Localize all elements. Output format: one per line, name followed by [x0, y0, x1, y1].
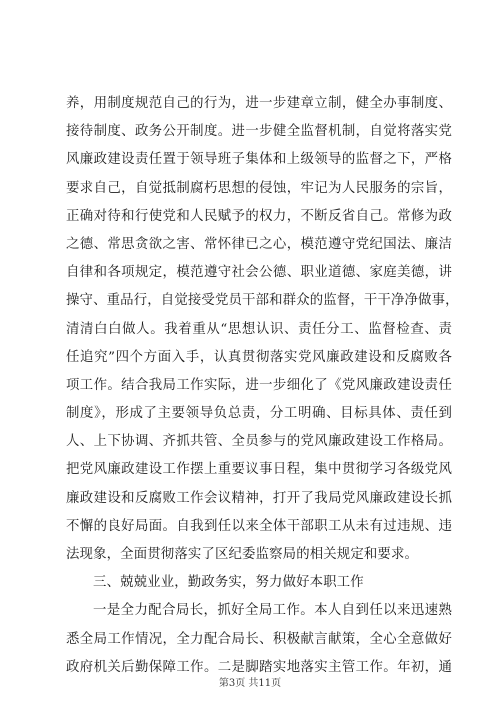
text-line: 项工作。结合我局工作实际，进一步细化了《党风廉政建设责任 — [66, 377, 452, 393]
section-heading: 三、兢兢业业，勤政务实，努力做好本职工作 — [93, 575, 364, 591]
text-line: 清清白白做人。我着重从“思想认识、责任分工、监督检查、责 — [66, 321, 452, 337]
text-line: 要求自己，自觉抵制腐朽思想的侵蚀，牢记为人民服务的宗旨， — [66, 180, 452, 196]
text-line: 政府机关后勤保障工作。二是脚踏实地落实主管工作。年初，通 — [66, 659, 452, 675]
text-line: 之德、常思贪欲之害、常怀律已之心，模范遵守党纪国法、廉洁 — [66, 236, 452, 252]
text-line: 法现象，全面贯彻落实了区纪委监察局的相关规定和要求。 — [66, 547, 419, 562]
text-line: 养，用制度规范自己的行为，进一步建章立制，健全办事制度、 — [66, 96, 452, 111]
text-line: 不懈的良好局面。自我到任以来全体干部职工从未有过违规、违 — [66, 518, 452, 534]
document-body — [66, 90, 459, 682]
text-line: 悉全局工作情况，全力配合局长、积极献言献策，全心全意做好 — [66, 631, 452, 647]
text-line: 风廉政建设责任置于领导班子集体和上级领导的监督之下，严格 — [66, 152, 452, 168]
text-line: 正确对待和行使党和人民赋予的权力，不断反省自己。常修为政 — [66, 208, 452, 224]
text-line: 把党风廉政建设工作摆上重要议事日程，集中贯彻学习各级党风 — [66, 462, 452, 478]
text-line: 一是全力配合局长，抓好全局工作。本人自到任以来迅速熟 — [93, 603, 452, 619]
text-line: 自律和各项规定，模范遵守社会公德、职业道德、家庭美德，讲 — [66, 265, 452, 281]
text-line: 任追究”四个方面入手，认真贯彻落实党风廉政建设和反腐败各 — [66, 349, 452, 365]
page-number: 第3页 共11页 — [218, 678, 282, 689]
text-line: 接待制度、政务公开制度。进一步健全监督机制，自觉将落实党 — [66, 124, 452, 140]
text-line: 制度》，形成了主要领导负总责，分工明确、目标具体、责任到 — [66, 406, 452, 422]
text-line: 操守、重品行，自觉接受党员干部和群众的监督，干干净净做事， — [66, 293, 459, 309]
text-line: 廉政建设和反腐败工作会议精神，打开了我局党风廉政建设长抓 — [66, 490, 452, 506]
text-line: 人、上下协调、齐抓共管、全员参与的党风廉政建设工作格局。 — [66, 434, 452, 450]
page-footer — [0, 674, 500, 689]
